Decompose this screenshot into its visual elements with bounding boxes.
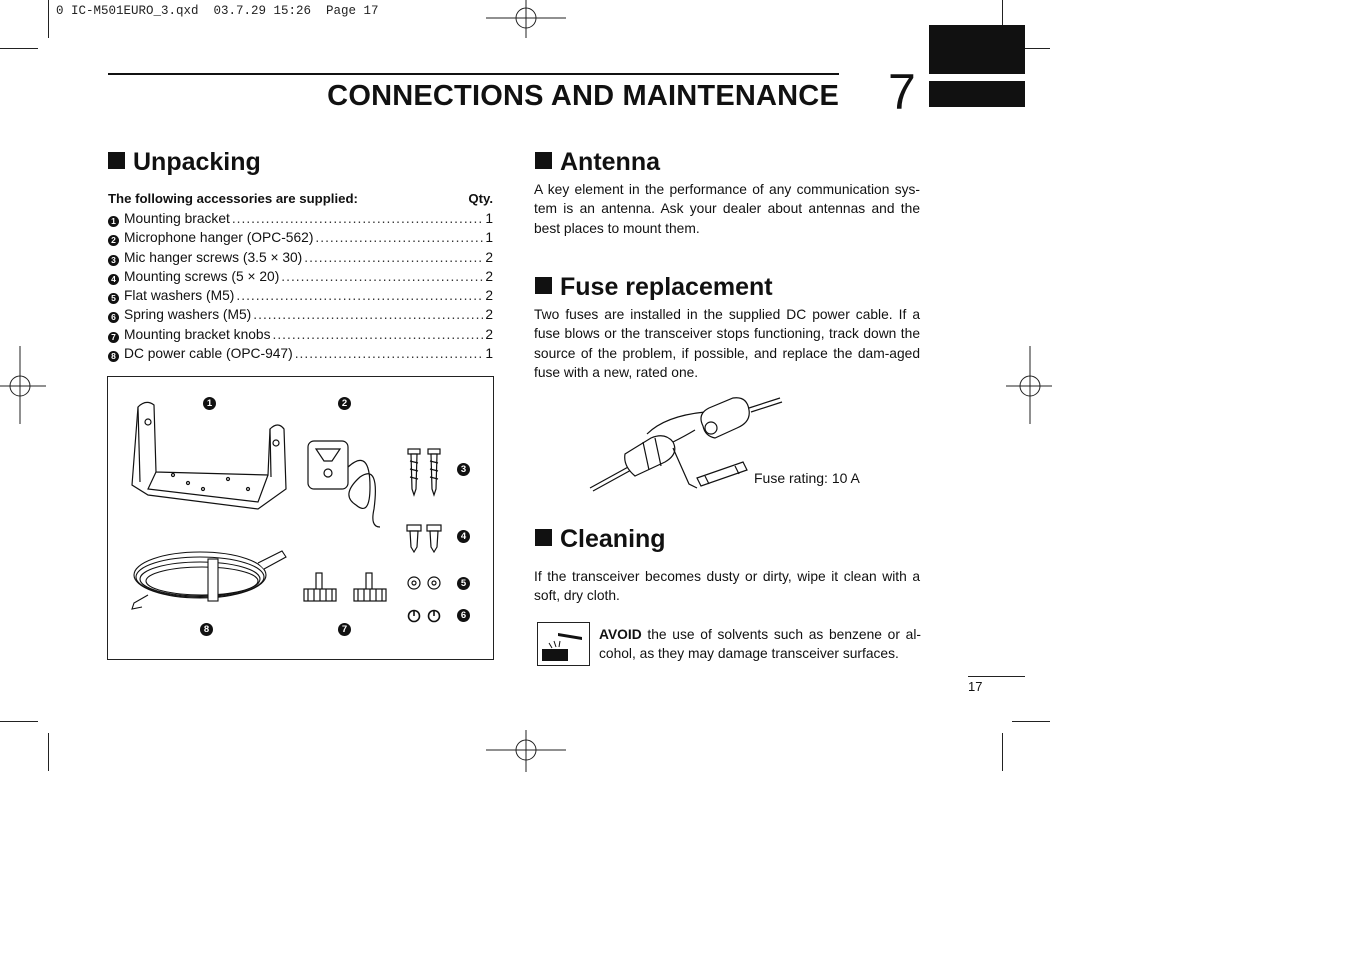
avoid-body: the use of solvents such as benzene or al-cohol, as they may damage transceiver surfaces. xyxy=(599,627,921,662)
list-item: 8 DC power cable (OPC-947) ..... 1 xyxy=(108,344,493,363)
list-item: 7 Mounting bracket knobs ..... 2 xyxy=(108,325,493,344)
list-item: 1 Mounting bracket ..... 1 xyxy=(108,209,493,228)
figure-label-1: 1 xyxy=(203,397,216,410)
list-item: 6 Spring washers (M5) ..... 2 xyxy=(108,305,493,324)
mic-hanger-screws-drawing xyxy=(408,449,440,495)
figure-label-4: 4 xyxy=(457,530,470,543)
fuse-rating-caption: Fuse rating: 10 A xyxy=(754,470,860,486)
page-number: 17 xyxy=(968,679,983,694)
unpacking-heading: Unpacking xyxy=(108,148,261,177)
quantity-column-label: Qty. xyxy=(468,191,493,206)
square-bullet-icon xyxy=(535,152,552,169)
header-rule xyxy=(108,73,839,75)
figure-label-5: 5 xyxy=(457,577,470,590)
spring-washers-drawing xyxy=(409,610,440,622)
chapter-number: 7 xyxy=(888,64,916,120)
microphone-hanger-drawing xyxy=(308,441,380,527)
accessories-header xyxy=(108,191,493,206)
figure-label-8: 8 xyxy=(200,623,213,636)
square-bullet-icon xyxy=(535,529,552,546)
accessories-header-label: The following accessories are supplied: xyxy=(108,191,358,206)
list-item: 4 Mounting screws (5 × 20) ..... 2 xyxy=(108,267,493,286)
registration-mark-left xyxy=(0,346,48,426)
fuse-text: Two fuses are installed in the supplied DC power cable. If a fuse blows or the transceiver stops functioning, track down the source of the problem, if possible, and replace the dam-aged fuse with a new, rated one. xyxy=(534,307,920,381)
avoid-label: AVOID xyxy=(599,627,642,642)
flat-washers-drawing xyxy=(408,577,440,589)
cleaning-text: If the transceiver becomes dusty or dirty, wipe it clean with a soft, dry cloth. xyxy=(534,569,920,604)
antenna-text: A key element in the performance of any communication sys-tem is an antenna. Ask your dealer about antennas and the best places to mount them. xyxy=(534,182,920,236)
cleaning-heading: Cleaning xyxy=(535,525,666,554)
chapter-tab-marker xyxy=(929,25,1025,74)
registration-mark-right xyxy=(1004,346,1052,426)
square-bullet-icon xyxy=(535,277,552,294)
avoid-warning-text xyxy=(599,625,921,664)
registration-mark-bottom xyxy=(486,730,566,774)
list-item: 2 Microphone hanger (OPC-562) ..... 1 xyxy=(108,228,493,247)
fuse-heading: Fuse replacement xyxy=(535,273,773,302)
figure-label-7: 7 xyxy=(338,623,351,636)
figure-label-2: 2 xyxy=(338,397,351,410)
square-bullet-icon xyxy=(108,152,125,169)
registration-mark-top xyxy=(486,0,566,40)
mounting-screws-drawing xyxy=(407,525,441,552)
print-slug: 0 IC-M501EURO_3.qxd 03.7.29 15:26 Page 17 xyxy=(56,4,379,18)
chapter-title: CONNECTIONS AND MAINTENANCE xyxy=(327,80,839,112)
dc-power-cable-drawing xyxy=(132,551,286,609)
accessories-illustration xyxy=(108,377,493,659)
antenna-heading: Antenna xyxy=(535,148,660,177)
bracket-knobs-drawing xyxy=(304,573,386,601)
figure-label-6: 6 xyxy=(457,609,470,622)
list-item: 5 Flat washers (M5) ..... 2 xyxy=(108,286,493,305)
accessories-list xyxy=(108,209,493,363)
mounting-bracket-drawing xyxy=(132,402,286,509)
page-number-rule xyxy=(968,676,1025,677)
solvent-warning-icon xyxy=(537,622,590,666)
accessories-figure xyxy=(107,376,494,660)
figure-label-3: 3 xyxy=(457,463,470,476)
chapter-tab-marker-lower xyxy=(929,81,1025,107)
list-item: 3 Mic hanger screws (3.5 × 30) ..... 2 xyxy=(108,248,493,267)
